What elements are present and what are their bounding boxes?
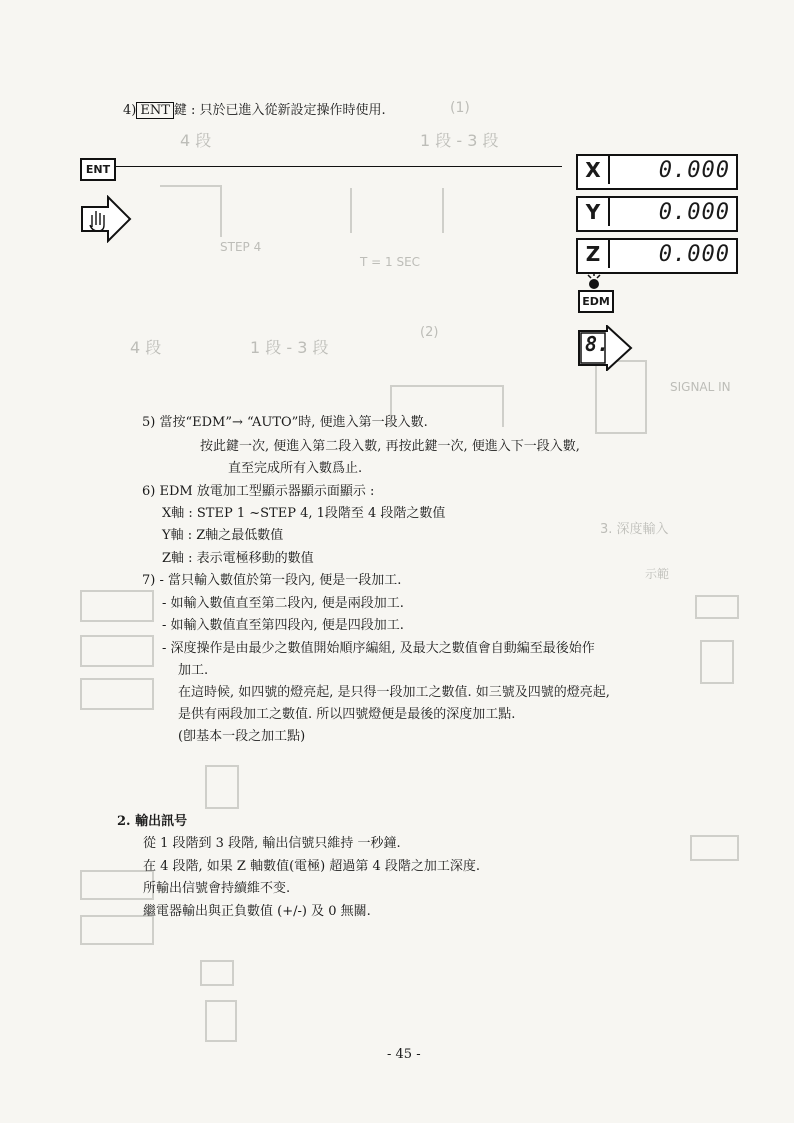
ent-key: ENT (80, 158, 116, 181)
item-7-e: 是供有兩段加工之數值. 所以四號燈便是最後的深度加工點. (178, 707, 516, 722)
hand-pointer-icon (80, 195, 132, 243)
item-7-f: (卽基本一段之加工點) (178, 729, 306, 744)
item-6: 6) EDM 放電加工型顯示器顯示面顯示 : (142, 484, 375, 499)
y-axis-label: Y (578, 198, 610, 226)
output-heading: 2. 輸出訊号 (117, 814, 188, 829)
x-axis-display (576, 154, 738, 190)
seven-segment-digit: 8. (585, 332, 610, 356)
output-line-3: 所輸出信號會持續維不变. (143, 881, 291, 896)
output-line-4: 繼電器輸出與正負數值 (+/-) 及 0 無關. (143, 904, 371, 919)
page-number: - 45 - (387, 1047, 421, 1062)
z-axis-label: Z (578, 240, 610, 268)
item-7: 7) - 當只輸入數值於第一段內, 便是一段加工. (142, 573, 402, 588)
item-6-y-axis: Y軸 : Z軸之最低數值 (162, 528, 284, 543)
item-7-b: - 如輸入數值直至第四段內, 便是四段加工. (162, 618, 404, 633)
x-axis-label: X (578, 156, 610, 184)
z-axis-display (576, 238, 738, 274)
item-7-a: - 如輸入數值直至第二段內, 便是兩段加工. (162, 596, 404, 611)
x-axis-value: 0.000 (658, 158, 730, 183)
item-5: 5) 當按“EDM”→ “AUTO”時, 便進入第一段入數. (142, 415, 428, 430)
y-axis-value: 0.000 (658, 200, 730, 225)
diagram-rule (116, 166, 562, 167)
output-line-2: 在 4 段階, 如果 Z 軸數值(電極) 超過第 4 段階之加工深度. (143, 859, 481, 874)
ent-key-inline: ENT (136, 102, 174, 119)
z-axis-value: 0.000 (658, 242, 730, 267)
item-7-c-cont: 加工. (178, 663, 209, 678)
item-6-x-axis: X軸 : STEP 1 ~STEP 4, 1段階至 4 段階之數值 (162, 506, 446, 521)
section-4-line: 4) ENT 鍵 : 只於已進入從新設定操作時使用. (123, 103, 386, 118)
indicator-lamp-icon (584, 271, 604, 291)
item-5-line-3: 直至完成所有入數爲止. (228, 461, 363, 476)
item-7-d: 在這時候, 如四號的燈亮起, 是只得一段加工之數值. 如三號及四號的燈亮起, (178, 685, 610, 700)
item-6-z-axis: Z軸 : 表示電極移動的數值 (162, 551, 314, 566)
item-7-c: - 深度操作是由最少之數值開始順序編組, 及最大之數值會自動編至最後始作 (162, 641, 595, 656)
item-5-line-2: 按此鍵一次, 便進入第二段入數, 再按此鍵一次, 便進入下一段入數, (200, 439, 580, 454)
edm-key: EDM (578, 290, 614, 313)
output-line-1: 從 1 段階到 3 段階, 輸出信號只維持 一秒鐘. (143, 836, 401, 851)
y-axis-display (576, 196, 738, 232)
